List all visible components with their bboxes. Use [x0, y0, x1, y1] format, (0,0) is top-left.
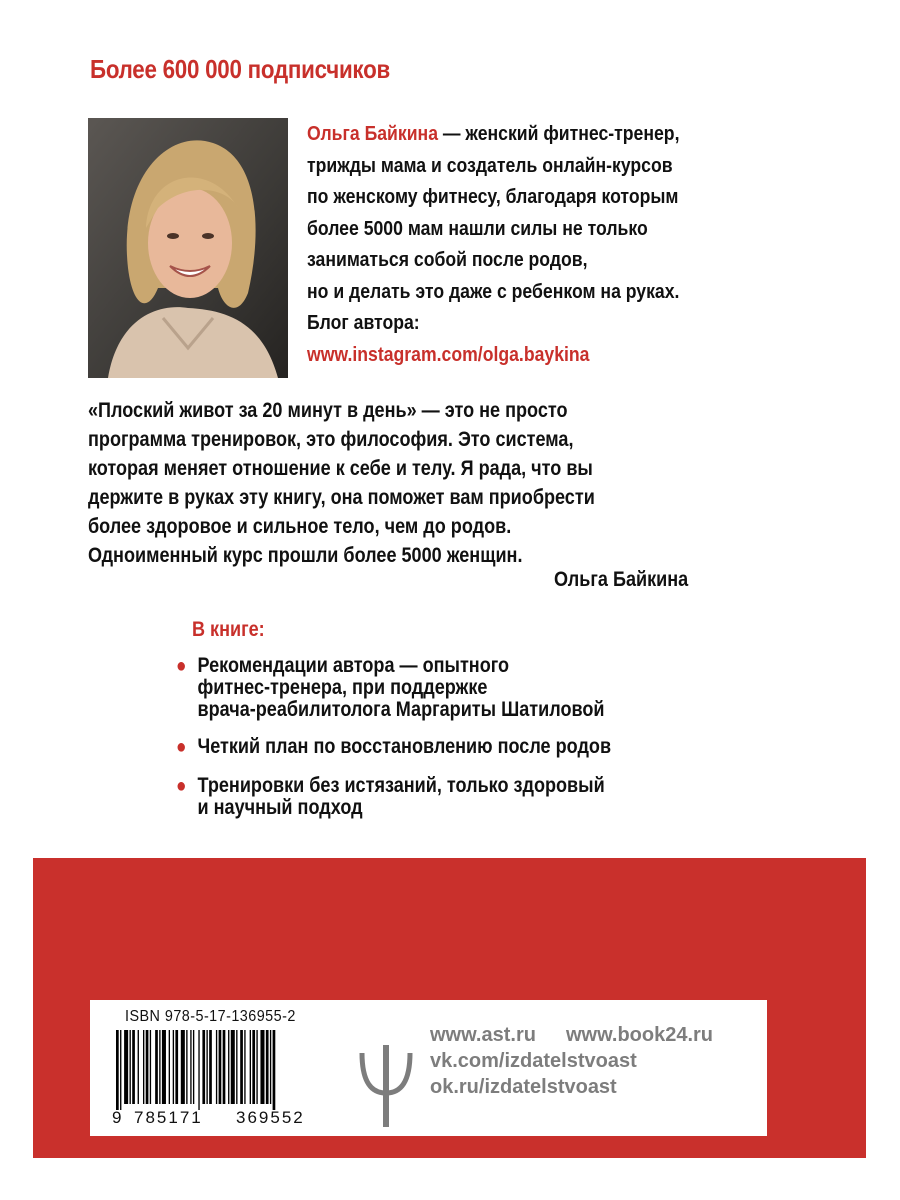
barcode-bar [202, 1030, 205, 1104]
bio-line: по женскому фитнесу, благодаря которым [307, 185, 679, 208]
in-book-item-line: врача-реабилитолога Маргариты Шатиловой [197, 698, 605, 721]
quote-line: которая меняет отношение к себе и телу. Я рада, что вы [88, 457, 593, 480]
barcode-bar [244, 1030, 245, 1104]
barcode-bar [155, 1030, 158, 1104]
in-book-item-line: Тренировки без истязаний, только здоровый [197, 774, 605, 797]
bio-first-rest: — женский фитнес-тренер, [438, 122, 680, 145]
barcode-bar [186, 1030, 187, 1104]
barcode-bar [252, 1030, 255, 1104]
bio-line: заниматься собой после родов, [307, 248, 588, 271]
barcode-bar [250, 1030, 251, 1104]
barcode-bar [219, 1030, 222, 1104]
bio-line: трижды мама и создатель онлайн-курсов [307, 153, 673, 177]
vk-link[interactable]: vk.com/izdatelstvoast [430, 1050, 637, 1072]
barcode-bar [223, 1030, 226, 1104]
barcode-bar [120, 1030, 121, 1110]
in-book-item-line: Рекомендации автора — опытного [197, 654, 510, 677]
barcode-bar [198, 1030, 199, 1110]
barcode-bar [266, 1030, 269, 1104]
blog-url-link[interactable]: www.instagram.com/olga.baykina [307, 342, 590, 366]
barcode-bar [181, 1030, 185, 1104]
barcode-bar [228, 1030, 229, 1104]
barcode-bar [190, 1030, 191, 1104]
in-book-item-line: Четкий план по восстановлению после родов [197, 735, 612, 758]
in-book-item [176, 775, 709, 819]
barcode-bar [159, 1030, 160, 1104]
bio-line-1 [307, 118, 711, 150]
barcode-bar [143, 1030, 144, 1104]
author-bio [307, 118, 711, 370]
bullet-icon: ● [176, 775, 187, 797]
barcode-bar [169, 1030, 170, 1104]
bullet-icon: ● [176, 736, 187, 758]
quote-line: держите в руках эту книгу, она поможет вам приобрести [88, 486, 595, 509]
ok-link[interactable]: ok.ru/izdatelstvoast [430, 1076, 617, 1098]
bio-line: более 5000 мам нашли силы не только [307, 216, 648, 240]
quote-line: более здоровое и сильное тело, чем до родов. [88, 515, 512, 538]
quote-line: Одноименный курс прошли более 5000 женщин. [88, 544, 523, 567]
barcode-bar [240, 1030, 243, 1104]
barcode-bar [138, 1030, 139, 1104]
publisher-psi-logo-icon [358, 1043, 414, 1129]
in-book-heading: В книге: [192, 618, 265, 641]
barcode-bar [256, 1030, 257, 1104]
quote-signature: Ольга Байкина [554, 568, 689, 591]
barcode-digits-group1: 785171 [134, 1108, 203, 1127]
in-book-item-line: фитнес-тренера, при поддержке [197, 676, 488, 699]
barcode-bar [162, 1030, 166, 1104]
barcode-bar [175, 1030, 178, 1104]
bio-line: но и делать это даже с ребенком на руках. [307, 279, 680, 303]
barcode-bar [231, 1030, 235, 1104]
subscribers-heading: Более 600 000 подписчиков [90, 54, 390, 84]
isbn-label: ISBN 978-5-17-136955-2 [125, 1008, 296, 1025]
barcode-bar [124, 1030, 128, 1104]
barcode-bar [260, 1030, 264, 1104]
book24-link[interactable]: www.book24.ru [565, 1024, 714, 1046]
barcode-bar [150, 1030, 151, 1104]
barcode-bar [209, 1030, 212, 1104]
bullet-icon: ● [176, 655, 187, 677]
barcode-digits-group2: 369552 [236, 1108, 305, 1127]
barcode-bar [146, 1030, 149, 1104]
barcode-bar [273, 1030, 276, 1110]
barcode-bar [206, 1030, 207, 1104]
barcode-bar [193, 1030, 194, 1104]
publisher-links [430, 1022, 713, 1100]
barcode-bar [132, 1030, 135, 1104]
barcode-bar [173, 1030, 174, 1104]
barcode-bar [216, 1030, 217, 1104]
author-name: Ольга Байкина [307, 122, 439, 145]
barcode-bar [270, 1030, 271, 1104]
barcode [116, 1030, 316, 1110]
in-book-item [176, 655, 709, 721]
barcode-bar [236, 1030, 237, 1104]
barcode-bar [116, 1030, 119, 1110]
quote-line: программа тренировок, это философия. Это система, [88, 428, 574, 451]
quote-line: «Плоский живот за 20 минут в день» — это не просто [88, 399, 568, 422]
ast-link[interactable]: www.ast.ru [430, 1024, 536, 1046]
barcode-digit-first: 9 [112, 1108, 122, 1127]
in-book-item [176, 736, 709, 758]
quote-block [88, 396, 742, 570]
author-photo [88, 118, 288, 378]
bio-line: Блог автора: [307, 311, 420, 334]
barcode-bar [130, 1030, 131, 1104]
author-portrait-illustration [88, 118, 288, 378]
in-book-item-line: и научный подход [197, 796, 363, 819]
